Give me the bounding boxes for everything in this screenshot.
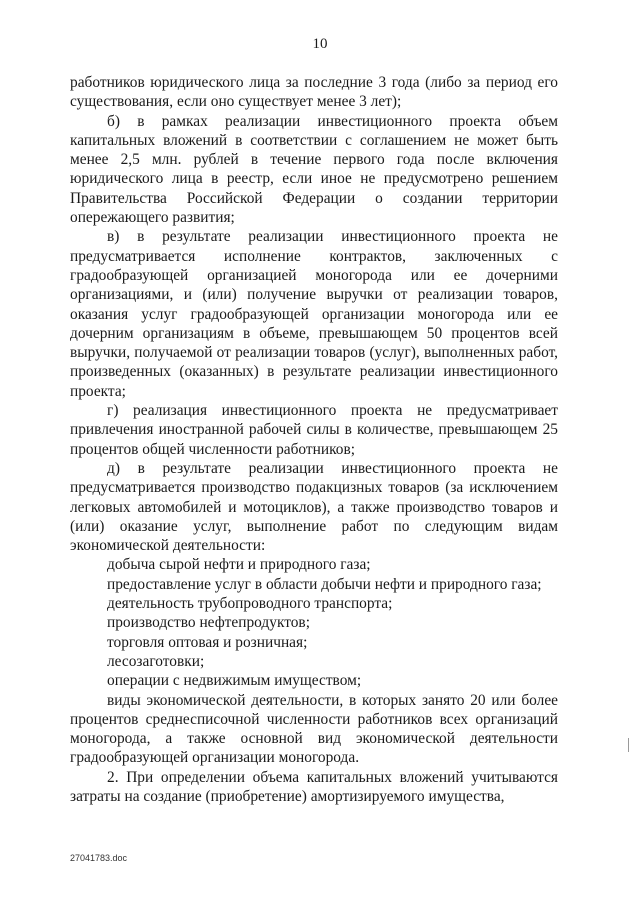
activity-list: [70, 555, 558, 690]
paragraph-continuation: работников юридического лица за последние 3 года (либо за период его существования, если оно существует менее 3 лет);: [70, 74, 558, 111]
paragraph-item-d: д) в результате реализации инвестиционного проекта не предусматривается производство подакцизных товаров (за исключением легковых автомобилей и мотоциклов), а также производство товаров и (или) оказание услуг, выполнение работ по следующим видам экономической деятельности:: [70, 459, 558, 555]
footer-filename: 27041783.doc: [70, 853, 128, 863]
paragraph-section-2: 2. При определении объема капитальных вложений учитываются затраты на создание (приобретение) амортизируемого имущества,: [70, 768, 558, 805]
paragraph-item-v: в) в результате реализации инвестиционного проекта не предусматривается исполнение контрактов, заключенных с градообразующей организацией моногорода или ее дочерними организациями, и (или) получение выручки от реализации товаров, оказания услуг градообразующей организации моногорода или ее дочерним организациям в объеме, превышающем 50 процентов всей выручки, получаемой от реализации товаров (услуг), выполненных работ, произведенных (оказанных) в результате реализации инвестиционного проекта;: [70, 228, 558, 400]
page-number: 10: [312, 36, 328, 52]
paragraph-item-g: г) реализация инвестиционного проекта не предусматривает привлечения иностранной рабочей силы в количестве, превышающем 25 процентов общей численности работников;: [70, 402, 558, 458]
paragraph-item-b: б) в рамках реализации инвестиционного проекта объем капитальных вложений в соответствии с соглашением не может быть менее 2,5 млн. рублей в течение первого года после включения юридического лица в реестр, если иное не предусмотрено решением Правительства Российской Федерации о создании территории опережающего развития;: [70, 112, 558, 227]
activity-list-item: торговля оптовая и розничная;: [107, 633, 308, 651]
activity-list-item: предоставление услуг в области добычи нефти и природного газа;: [107, 575, 542, 593]
activity-list-item: лесозаготовки;: [107, 652, 205, 670]
margin-mark: [628, 738, 629, 752]
activity-list-item: деятельность трубопроводного транспорта;: [107, 595, 393, 613]
paragraph-activity-types: виды экономической деятельности, в которых занято 20 или более процентов среднесписочной численности работников всех организаций моногорода, а также основной вид экономической деятельности градообразующей организации моногорода.: [70, 691, 558, 767]
activity-list-item: производство нефтепродуктов;: [107, 614, 310, 632]
activity-list-item: операции с недвижимым имуществом;: [107, 672, 362, 690]
activity-list-item: добыча сырой нефти и природного газа;: [107, 556, 371, 574]
document-body: [70, 73, 558, 806]
